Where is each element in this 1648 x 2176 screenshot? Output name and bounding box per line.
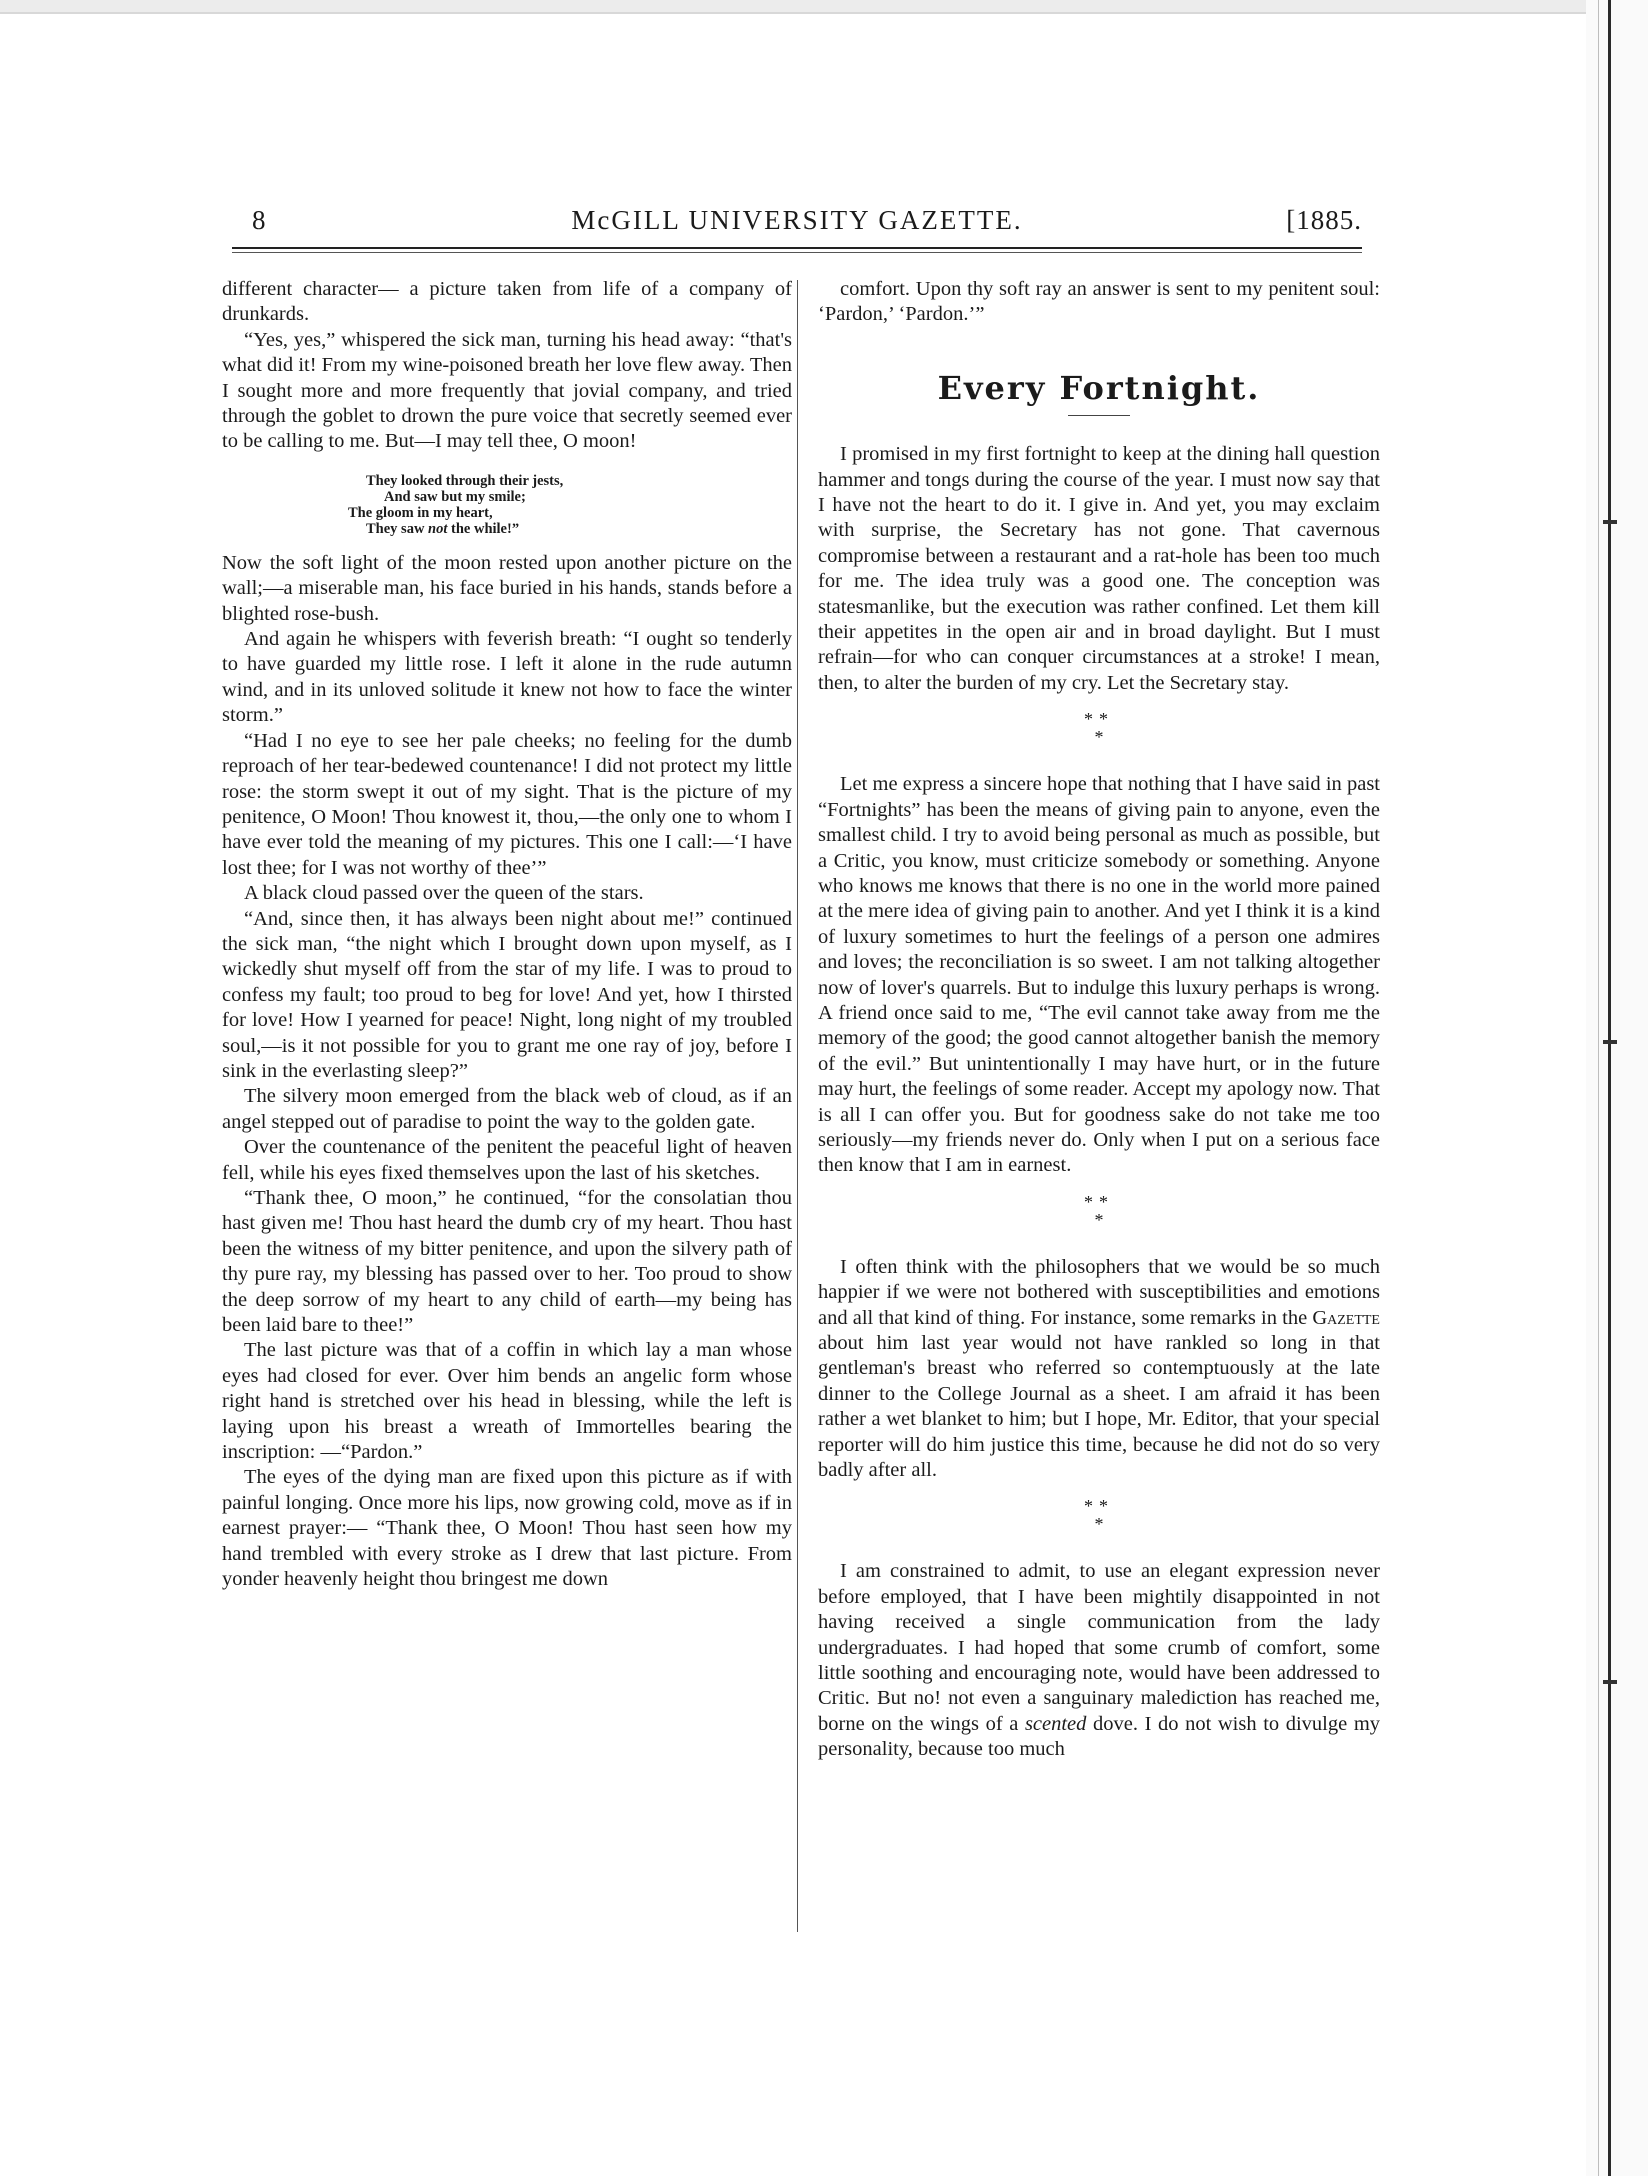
asterism-bottom: *	[1094, 1209, 1104, 1230]
paragraph-text: I often think with the philosophers that we would be so much happier if we were not bothered with susceptibilities and emotions and all that kind of thing. For instance, some remarks in the	[818, 1255, 1380, 1329]
paragraph: Over the countenance of the penitent the peaceful light of heaven fell, while his eyes fixed themselves upon the last of his sketches.	[222, 1136, 792, 1184]
verse-line	[348, 521, 792, 537]
section-heading: Every Fortnight.	[937, 368, 1261, 407]
paragraph: The silvery moon emerged from the black web of cloud, as if an angel stepped out of paradise to point the way to the golden gate.	[222, 1085, 792, 1133]
paragraph: Now the soft light of the moon rested upon another picture on the wall;—a miserable man, his face buried in his hands, stands before a blighted rose-bush.	[222, 551, 792, 625]
verse-line: The gloom in my heart,	[348, 504, 493, 521]
paragraph: “And, since then, it has always been night about me!” continued the sick man, “the night which I brought down upon myself, as I wickedly shut myself off from the star of my life. I was to proud to confess my fault; too proud to beg for love! And yet, how I thirsted for love! How I yearned for peace! Night, long night of my troubled soul,—is it not possible for you to grant me one ray of joy, before I sink in the everlasting sleep?”	[222, 907, 792, 1082]
section-asterism	[818, 1193, 1380, 1229]
paragraph-text: about him last year would not have rankled so long in that gentleman's breast who referred so contemptuously at the late dinner to the College Journal as a sheet. I am afraid it has been rather a wet blanket to him; but I hope, Mr. Editor, that your special reporter will do him justice this time, because he did not do so very badly after all.	[818, 1332, 1380, 1482]
paragraph: “Had I no eye to see her pale cheeks; no feeling for the dumb reproach of her tear-bedewed countenance! I did not protect my little rose: the storm swept it out of my sight. That is the picture of my penitence, O Moon! Thou knowest it, thou,—the only one to whom I have ever told the meaning of my pictures. This one I call:—‘I have lost thee; for I was not worthy of thee’”	[222, 729, 792, 879]
binding-mark	[1603, 1680, 1617, 1684]
verse-text: the while!”	[447, 520, 520, 537]
paragraph: “Yes, yes,” whispered the sick man, turning his head away: “that's what did it! From my wine-poisoned breath her love flew away. Then I sought more and more frequently that jovial company, and tried through the goblet to drown the pure voice that secretly seemed ever to be calling to me. But—I may tell thee, O moon!	[222, 328, 792, 453]
page-number: 8	[252, 205, 267, 235]
paragraph: The eyes of the dying man are fixed upon this picture as if with painful longing. Once more his lips, now growing cold, move as if in earnest prayer:— “Thank thee, O Moon! Thou hast seen how my hand trembled with every stroke as I drew that last picture. From yonder heavenly height thou bringest me down	[222, 1466, 792, 1591]
paragraph-emphasis: scented	[1024, 1712, 1087, 1735]
asterism-top: **	[1084, 709, 1114, 730]
header-rule	[232, 247, 1362, 249]
paragraph	[818, 1255, 1380, 1484]
binding-edge	[1586, 0, 1648, 2176]
column-divider	[797, 280, 798, 1932]
paragraph-text: I am constrained to admit, to use an elegant expression never before employed, that I have been mightily disappointed in not having received a single communication from the lady undergraduates. I had hoped that some crumb of comfort, some little soothing and encouraging note, would have been addressed to Critic. But no! not even a sanguinary malediction has reached me, borne on the wings of a	[818, 1560, 1380, 1735]
paragraph-text: dove. I do not wish to divulge my personality, because too much	[818, 1712, 1381, 1761]
left-column	[222, 277, 792, 1593]
paragraph: A black cloud passed over the queen of the stars.	[244, 882, 644, 905]
paragraph	[818, 1559, 1380, 1762]
right-column	[818, 277, 1380, 1763]
paragraph: Let me express a sincere hope that nothing that I have said in past “Fortnights” has been the means of giving pain to anyone, even the smallest child. I try to avoid being personal as much as possible, but a Critic, you know, must criticize somebody or something. Anyone who knows me knows that there is no one in the world more pained at the mere idea of giving pain to another. And yet I think it is a kind of luxury sometimes to hurt the feelings of a person one admires and loves; the reconciliation is so sweet. I am not talking altogether now of lover's quarrels. But to indulge this luxury perhaps is wrong. A friend once said to me, “The evil cannot take away from me the memory of the good; the good cannot altogether banish the memory of the evil.” But unintentionally I may have hurt, or in the future may hurt, the feelings of some reader. Accept my apology now. That is all I can offer you. But for goodness sake do not take me too seriously—my friends never do. Only when I put on a serious face then know that I am in earnest.	[818, 773, 1380, 1177]
binding-inner-line	[1598, 0, 1599, 2176]
verse-block	[348, 473, 792, 537]
publication-title: McGILL UNIVERSITY GAZETTE.	[571, 205, 1023, 235]
section-asterism	[818, 1497, 1380, 1533]
header-rule-thin	[232, 252, 1362, 253]
paragraph: “Thank thee, O moon,” he continued, “for the consolatian thou hast given me! Thou hast heard the dumb cry of my heart. Thou hast been the witness of my bitter penitence, and upon the silvery path of thy pure ray, my blessing has passed over to her. Too proud to show the deep sorrow of my heart to any child of earth—my being has been laid bare to thee!”	[222, 1187, 792, 1337]
verse-line: And saw but my smile;	[384, 488, 526, 505]
asterism-bottom: *	[1094, 727, 1104, 748]
heading-rule	[1068, 415, 1130, 416]
paragraph: I promised in my first fortnight to keep at the dining hall question hammer and tongs during the course of the year. I must now say that I have not the heart to do it. I give in. And yet, you may exclaim with surprise, the Secretary has not gone. That cavernous compromise between a restaurant and a rat-hole has been too much for me. The idea truly was a good one. The conception was statesmanlike, but the execution was rather confined. Let them kill their appetites in the open air and in broad daylight. But I must refrain—for who can conquer circumstances at a stroke! I mean, then, to alter the burden of my cry. Let the Secretary stay.	[818, 443, 1380, 694]
scan-top-edge	[0, 0, 1648, 14]
asterism-top: **	[1084, 1191, 1114, 1212]
verse-emphasis: not	[428, 520, 448, 537]
paragraph: comfort. Upon thy soft ray an answer is sent to my penitent soul: ‘Pardon,’ ‘Pardon.’”	[818, 278, 1380, 326]
verse-line: They looked through their jests,	[366, 472, 564, 489]
publication-year: [1885.	[1286, 205, 1362, 235]
paragraph: The last picture was that of a coffin in which lay a man whose eyes had closed for ever. Over him bends an angelic form whose right hand is stretched over his head in blessing, while the left is laying upon his breast a wreath of Immortelles bearing the inscription: —“Pardon.”	[222, 1339, 792, 1464]
asterism-bottom: *	[1094, 1514, 1104, 1535]
verse-text: They saw	[366, 520, 429, 537]
page-header	[232, 205, 1362, 249]
paragraph: different character— a picture taken from life of a company of drunkards.	[222, 278, 792, 326]
binding-stitch-line	[1608, 0, 1611, 2176]
paragraph: And again he whispers with feverish breath: “I ought so tenderly to have guarded my little rose. I left it alone in the rude autumn wind, and in its unloved solitude it knew not how to face the winter storm.”	[222, 628, 792, 727]
binding-mark	[1603, 520, 1617, 524]
asterism-top: **	[1084, 1496, 1114, 1517]
binding-mark	[1603, 1040, 1617, 1044]
gazette-smallcaps: Gazette	[1312, 1306, 1380, 1329]
section-asterism	[818, 710, 1380, 746]
